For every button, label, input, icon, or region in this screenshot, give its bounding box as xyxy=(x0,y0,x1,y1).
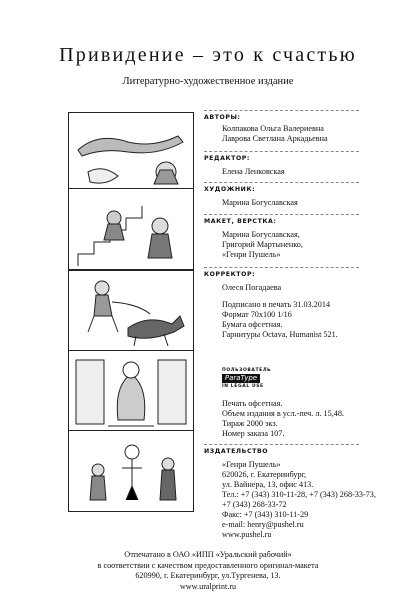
corrector-line: Олеся Погадаева xyxy=(222,283,282,292)
publisher-name: «Генри Пушель» xyxy=(222,460,281,469)
authors-line-2: Лаврова Светлана Аркадьевна xyxy=(222,134,328,143)
printer-line-4: www.uralprint.ru xyxy=(179,581,237,591)
artist-line: Марина Богуславская xyxy=(222,198,298,207)
paratype-top: ПОЛЬЗОВАТЕЛЬ xyxy=(222,368,272,373)
editor-line: Елена Ленковская xyxy=(222,167,285,176)
authors-line-1: Колпакова Ольга Валериевна xyxy=(222,124,324,133)
layout-line-2: Григорий Мартыненко, xyxy=(222,240,303,249)
paratype-logo xyxy=(222,368,282,396)
separator xyxy=(204,151,359,152)
artist-label: ХУДОЖНИК: xyxy=(204,186,256,193)
illustration-crocodile xyxy=(68,112,194,194)
printer-line-1: Отпечатано в ОАО «ИПП «Уральский рабочий» xyxy=(124,550,292,559)
illustration-ghost-shelves xyxy=(68,350,194,432)
illustration-boy-skeleton xyxy=(68,430,194,512)
book-title: Привидение – это к счастью xyxy=(59,44,357,66)
layout-line-1: Марина Богуславская, xyxy=(222,230,300,239)
separator xyxy=(204,110,359,111)
publisher-phone: Тел.: +7 (343) 310-11-28, +7 (343) 268-33-73, xyxy=(222,490,376,499)
layout-label: МАКЕТ, ВЕРСТКА: xyxy=(204,218,277,225)
separator xyxy=(204,444,359,445)
publisher-label: ИЗДАТЕЛЬСТВО xyxy=(204,448,269,455)
printer-line-3: 620990, г. Екатеринбург, ул.Тургенева, 13. xyxy=(135,571,281,580)
publisher-phone-2: +7 (343) 268-33-72 xyxy=(222,500,287,509)
printer-info xyxy=(0,550,416,592)
print-format: Формат 70х100 1/16 xyxy=(222,310,292,319)
paratype-bottom: IN LEGAL USE xyxy=(222,384,264,389)
publisher-street: ул. Вайнера, 13, офис 413. xyxy=(222,480,314,489)
printer-line-2: в соответствии с качеством предоставленного оригинал-макета xyxy=(97,560,319,570)
layout-line-3: «Генри Пушель» xyxy=(222,250,281,259)
book-subtitle: Литературно-художественное издание xyxy=(122,76,294,87)
print-method: Печать офсетная. xyxy=(222,399,283,408)
editor-label: РЕДАКТОР: xyxy=(204,155,251,162)
print-volume: Объем издания в усл.-печ. л. 15,48. xyxy=(222,409,344,418)
illustration-dog xyxy=(68,270,194,352)
publisher-website: www.pushel.ru xyxy=(222,530,272,539)
illustration-stairs xyxy=(68,188,194,270)
print-order: Номер заказа 107. xyxy=(222,429,285,438)
separator xyxy=(204,267,359,268)
publisher-fax: Факс: +7 (343) 310-11-29 xyxy=(222,510,309,519)
print-run: Тираж 2000 экз. xyxy=(222,419,278,428)
authors-label: АВТОРЫ: xyxy=(204,114,241,121)
separator xyxy=(204,214,359,215)
separator xyxy=(204,182,359,183)
publisher-email: e-mail: henry@pushel.ru xyxy=(222,520,304,529)
print-paper: Бумага офсетная. xyxy=(222,320,283,329)
print-fonts: Гарнитуры Octava, Humanist 521. xyxy=(222,330,338,339)
print-signed: Подписано в печать 31.03.2014 xyxy=(222,300,331,309)
corrector-label: КОРРЕКТОР: xyxy=(204,271,256,278)
publisher-city: 620026, г. Екатеринбург, xyxy=(222,470,307,479)
paratype-name: ParaType xyxy=(222,374,260,383)
